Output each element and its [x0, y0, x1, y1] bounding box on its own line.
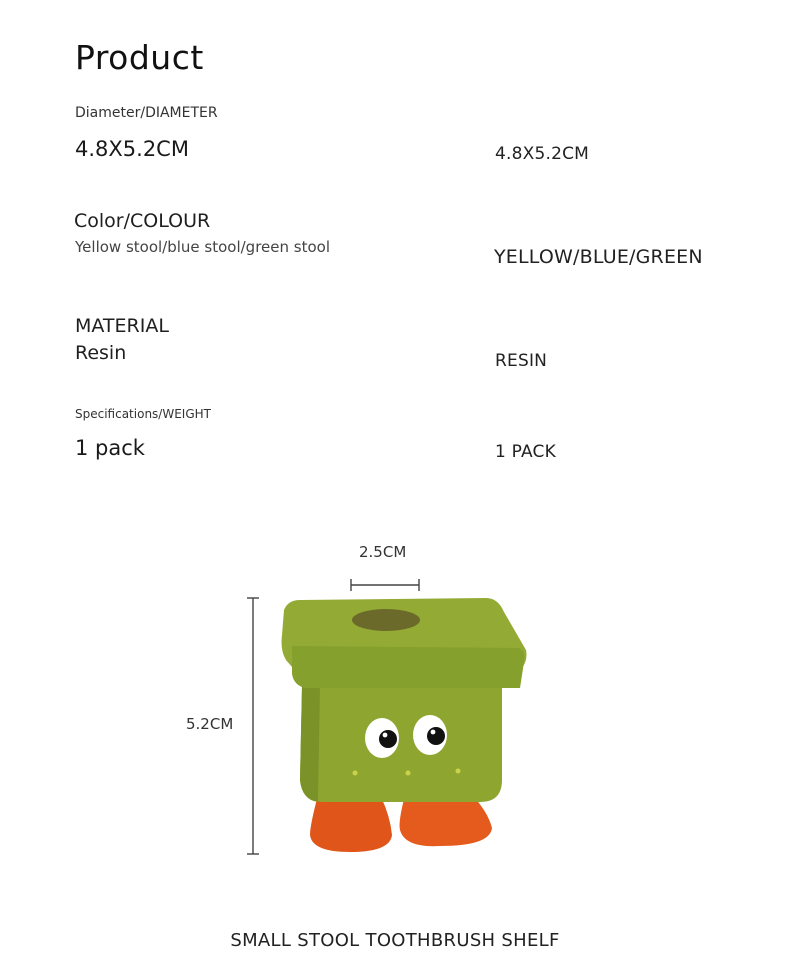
stool-top-front: [292, 646, 524, 688]
left-eye-glint: [383, 733, 388, 738]
weight-value: 1 pack: [75, 436, 145, 460]
stool-toothbrush-holder-illustration: [240, 590, 540, 860]
diameter-value: 4.8X5.2CM: [75, 137, 189, 161]
material-label: MATERIAL: [75, 315, 169, 337]
product-caption: SMALL STOOL TOOTHBRUSH SHELF: [230, 930, 560, 951]
right-eye-glint: [431, 730, 436, 735]
face-dot: [406, 771, 411, 776]
face-dot: [353, 771, 358, 776]
color-value-en: YELLOW/BLUE/GREEN: [494, 246, 703, 268]
diameter-label: Diameter/DIAMETER: [75, 105, 218, 121]
left-pupil: [379, 730, 397, 748]
toothbrush-hole: [352, 609, 420, 631]
height-dimension-label: 5.2CM: [186, 715, 234, 733]
stool-body-shade: [300, 685, 320, 802]
page-title: Product: [75, 38, 204, 77]
color-value: Yellow stool/blue stool/green stool: [75, 238, 330, 256]
face-dot: [456, 769, 461, 774]
stool-body: [300, 685, 502, 802]
diameter-value-en: 4.8X5.2CM: [495, 144, 590, 164]
width-dimension-label: 2.5CM: [359, 543, 407, 561]
right-pupil: [427, 727, 445, 745]
weight-label: Specifications/WEIGHT: [75, 407, 211, 421]
material-value-en: RESIN: [495, 351, 548, 371]
material-value: Resin: [75, 342, 127, 364]
weight-value-en: 1 PACK: [495, 442, 556, 462]
color-label: Color/COLOUR: [74, 210, 211, 232]
left-foot: [310, 795, 392, 852]
right-foot: [400, 795, 492, 846]
